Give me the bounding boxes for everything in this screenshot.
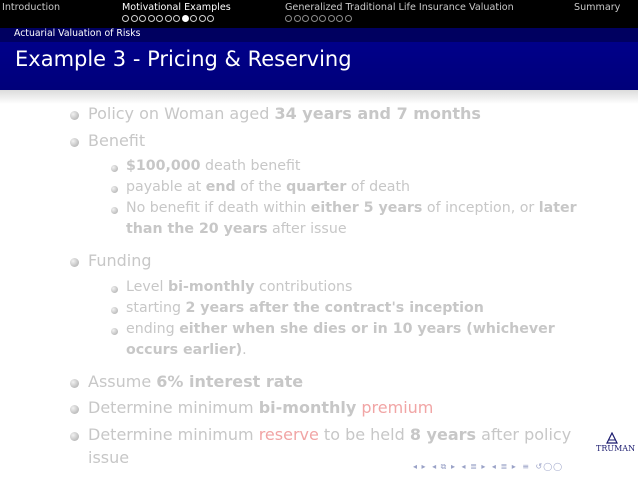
beamer-nav-symbols: [413, 462, 565, 472]
nav-prev-section-icon[interactable]: ◂ ≣ ▸: [491, 462, 517, 471]
nav-prev-subsection-icon[interactable]: ◂ ≣ ▸: [461, 462, 487, 471]
bullet-icon: [70, 111, 79, 120]
bullet-icon: [70, 405, 79, 414]
list-item-funding-start: starting 2 years after the contract's inception: [126, 300, 484, 316]
list-item-assume: Assume 6% interest rate: [88, 372, 304, 391]
nav-section-summary[interactable]: Summary: [574, 2, 621, 13]
sub-bullet-icon: [111, 328, 118, 335]
subtitle: Actuarial Valuation of Risks: [14, 28, 141, 39]
bullet-icon: [70, 379, 79, 388]
list-item-funding: Funding: [88, 251, 152, 270]
sub-bullet-icon: [111, 186, 118, 193]
nav-outline-icon[interactable]: ≡: [522, 462, 530, 471]
nav-search-icon[interactable]: ↺◯◯: [535, 462, 564, 471]
list-item-funding-end: ending either when she dies or in 10 years (whichever: [126, 321, 555, 337]
list-item-reserve-cont: issue: [88, 448, 130, 467]
bullet-icon: [70, 258, 79, 267]
list-item-benefit: Benefit: [88, 131, 146, 150]
list-item-benefit-exclusion: No benefit if death within either 5 years of inception, or later: [126, 200, 577, 216]
list-item-reserve: Determine minimum reserve to be held 8 years after policy: [88, 425, 572, 444]
nav-section-motivational-examples[interactable]: Motivational Examples: [122, 2, 231, 13]
logo-emblem-icon: [606, 432, 618, 444]
nav-section-generalized-valuation[interactable]: Generalized Traditional Life Insurance Valuation: [285, 2, 514, 13]
sub-bullet-icon: [111, 165, 118, 172]
sub-bullet-icon: [111, 307, 118, 314]
university-logo: [596, 432, 636, 456]
nav-prev-slide-icon[interactable]: ◂ ▸: [413, 462, 427, 471]
bullet-icon: [70, 138, 79, 147]
logo-text: TRUMAN: [596, 444, 636, 453]
list-item-funding-level: Level bi-monthly contributions: [126, 279, 353, 295]
sub-bullet-icon: [111, 286, 118, 293]
bullet-icon: [70, 432, 79, 441]
list-item-benefit-payable: payable at end of the quarter of death: [126, 179, 411, 195]
sub-bullet-icon: [111, 207, 118, 214]
list-item-policy: Policy on Woman aged 34 years and 7 months: [88, 104, 481, 123]
list-item-benefit-amount: $100,000 death benefit: [126, 158, 301, 174]
page-title: Example 3 - Pricing & Reserving: [15, 47, 352, 71]
nav-prev-frame-icon[interactable]: ◂ ⧉ ▸: [432, 462, 456, 471]
nav-section-introduction[interactable]: Introduction: [2, 2, 61, 13]
list-item-funding-end-cont: occurs earlier).: [126, 342, 247, 358]
list-item-benefit-exclusion-cont: than the 20 years after issue: [126, 221, 347, 237]
list-item-premium: Determine minimum bi-monthly premium: [88, 398, 434, 417]
